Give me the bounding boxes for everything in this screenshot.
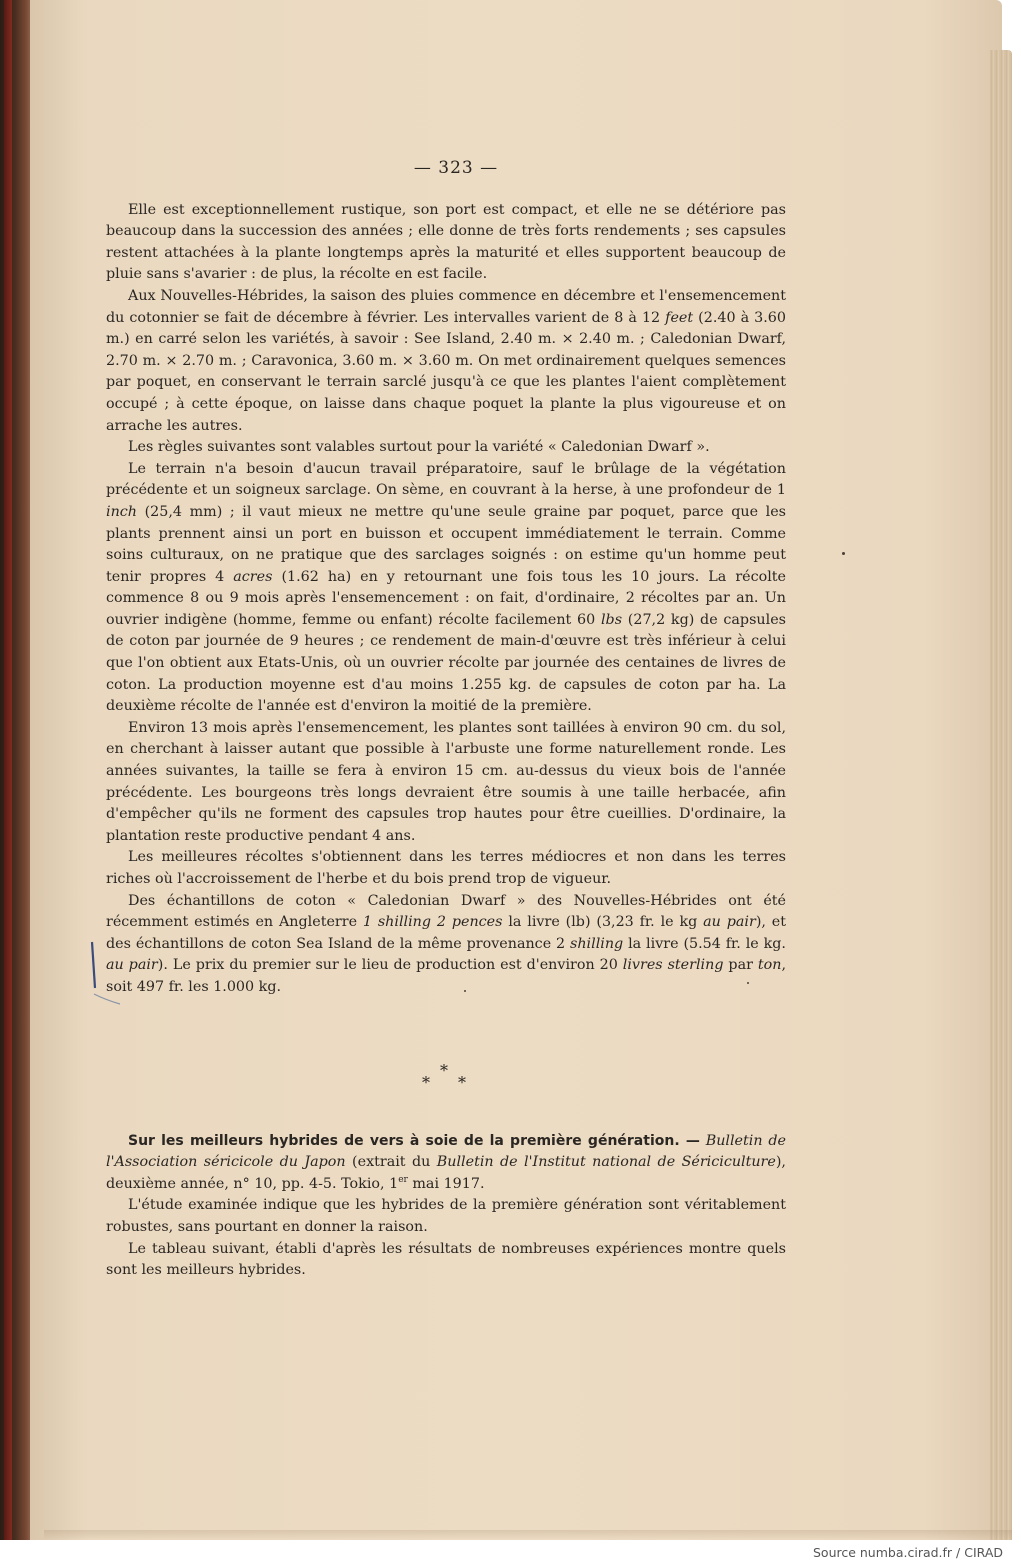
italic-term: Bulletin de l'Institut national de Sériciculture — [436, 1154, 776, 1171]
page-number: — 323 — — [413, 158, 499, 178]
text-run: (27,2 kg) de capsules de coton par journée de 9 heures ; ce rendement de main-d'œuvre est très inférieur à celui que l'on obtient aux Etats-Unis, où un ouvrier récolte par journée des centaines de livres de coton. La production moyenne est d'au moins 1.255 kg. de capsules de coton par ha. La deuxième récolte de l'année est d'environ la moitié de la première. — [106, 611, 786, 715]
italic-term: au pair — [703, 914, 756, 931]
italic-term: acres — [233, 568, 273, 585]
page-bottom-shadow — [44, 1530, 1012, 1540]
page-text — [106, 150, 786, 1282]
text-run: mai 1917. — [407, 1175, 485, 1192]
text-run: la livre (lb) (3,23 fr. le kg — [502, 914, 704, 931]
italic-term: Bulletin de l'Association séricicole du Japon — [106, 1132, 786, 1171]
asterisk: * — [440, 1060, 448, 1080]
italic-term: au pair — [106, 957, 158, 974]
text-run: Aux Nouvelles-Hébrides, la saison des pluies commence en décembre et l'ensemencement du cotonnier se fait de décembre à février. Les intervalles varient de 8 à 12 — [106, 287, 786, 326]
section-heading — [106, 1131, 786, 1196]
italic-term: livres sterling — [622, 957, 724, 974]
text-run: (2.40 à 3.60 m.) en carré selon les variétés, à savoir : See Island, 2.40 m. × 2.40 m. ; Caledonian Dwarf, 2.70 m. × 2.70 m. ; Caravonica, 3.60 m. × 3.60 m. On met ordinairement quelques semences par poquet, en conservant le terrain sarclé jusqu'à ce que les plantes l'aient complètement occupé ; à cette époque, on laisse dans chaque poquet la plante la plus vigoureuse et on arrache les autres. — [106, 309, 786, 434]
paragraph — [106, 459, 786, 718]
text-run: Le terrain n'a besoin d'aucun travail préparatoire, sauf le brûlage de la végétation précédente et un soigneux sarclage. On sème, en couvrant à la herse, à une profondeur de 1 — [106, 460, 786, 499]
binding-red-edge — [4, 0, 12, 1540]
text-run: ), et des échantillons de coton Sea Island de la même provenance 2 — [106, 914, 786, 952]
asterisk: * — [458, 1072, 466, 1092]
section-title: Sur les meilleurs hybrides de vers à soie de la première génération. — — [128, 1132, 700, 1149]
italic-term: inch — [106, 503, 137, 520]
paragraph: Les meilleures récoltes s'obtiennent dans les terres médiocres et non dans les terres riches où l'accroissement de l'herbe et du bois prend trop de vigueur. — [106, 849, 786, 887]
text-run: la livre (5.54 fr. le kg. — [623, 935, 786, 952]
text-run: par — [723, 957, 758, 974]
text-run: Des échantillons de coton « Caledonian Dwarf » des Nouvelles-Hébrides ont été récemment estimés en Angleterre — [106, 892, 786, 931]
italic-term: 1 shilling 2 pences — [362, 914, 503, 931]
paragraph — [106, 891, 786, 999]
asterisk: * — [422, 1072, 430, 1092]
paragraph: Environ 13 mois après l'ensemencement, les plantes sont taillées à environ 90 cm. du sol, en cherchant à laisser autant que possible à l'arbuste une forme naturellement ronde. Les années suivantes, la taille se fera à environ 15 cm. au-dessus du vieux bois de l'année précédente. Les bourgeons très longs devraient être soumis à une taille herbacée, afin d'empêcher qu'ils ne forment des capsules trop hautes pour être cueillies. D'ordinaire, la plantation reste productive pendant 4 ans. — [106, 719, 786, 844]
text-run: ). Le prix du premier sur le lieu de production est d'environ 20 — [157, 957, 623, 974]
text-run: (1.62 ha) en y retournant une fois tous les 10 jours. La récolte commence 8 ou 9 mois après l'ensemencement : on fait, d'ordinaire, 2 récoltes par an. Un ouvrier indigène (homme, femme ou enfant) récolte facilement 60 — [106, 568, 787, 628]
page-stack-edge — [990, 50, 1012, 1540]
paragraph: Les règles suivantes sont valables surtout pour la variété « Caledonian Dwarf ». — [128, 439, 710, 456]
text-run: ), deuxième année, n° 10, pp. 4-5. Tokio, 1 — [106, 1154, 786, 1192]
text-run: , soit 497 fr. les 1.000 kg. — [106, 957, 786, 995]
italic-term: feet — [665, 309, 694, 326]
paragraph — [106, 286, 786, 437]
section-separator-asterisks — [106, 1051, 786, 1111]
italic-term: shilling — [570, 935, 624, 952]
paragraph: L'étude examinée indique que les hybrides de la première génération sont véritablement robustes, sans pourtant en donner la raison. — [106, 1197, 786, 1235]
italic-term: ton — [757, 957, 782, 974]
paragraph: Elle est exceptionnellement rustique, son port est compact, et elle ne se détériore pas beaucoup dans la succession des années ; elle donne de très forts rendements ; ses capsules restent attachées à la plante longtemps après la maturité et elles supportent beaucoup de pluie sans s'avarier : de plus, la récolte en est facile. — [106, 201, 786, 283]
paper-speck — [842, 552, 845, 555]
italic-term: lbs — [600, 611, 623, 628]
text-run: (25,4 mm) ; il vaut mieux ne mettre qu'une seule graine par poquet, parce que les plants prennent ainsi un port en buisson et occupent immédiatement le terrain. Comme soins culturaux, on ne pratique que des sarclages soignés : on estime qu'un homme peut tenir propres 4 — [106, 503, 786, 585]
paragraph: Le tableau suivant, établi d'après les résultats de nombreuses expériences montre quels sont les meilleurs hybrides. — [106, 1240, 786, 1279]
text-run: (extrait du — [345, 1154, 437, 1171]
superscript: er — [398, 1174, 408, 1185]
source-credit: Source numba.cirad.fr / CIRAD — [812, 1545, 1003, 1560]
